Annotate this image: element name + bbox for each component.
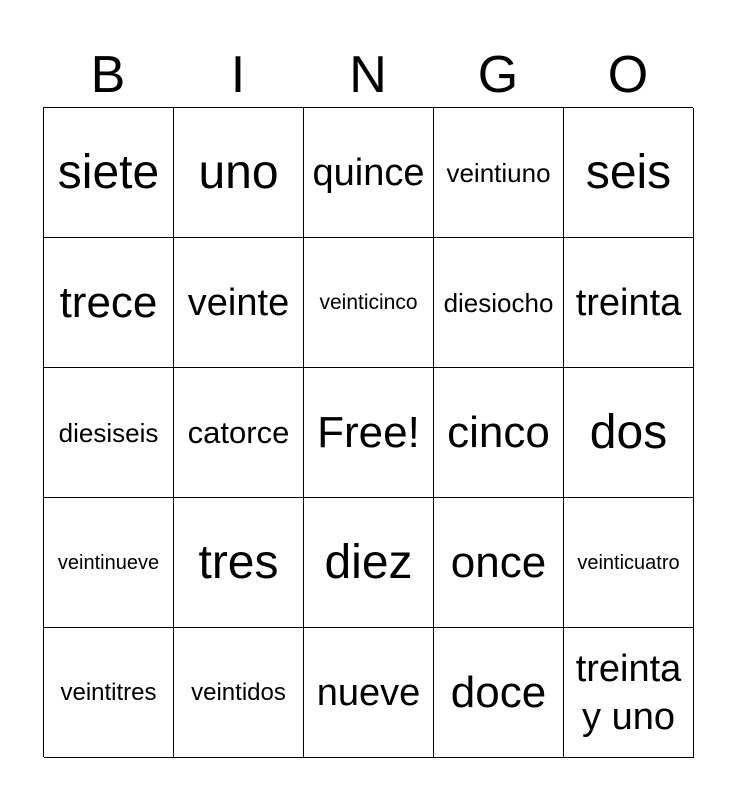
bingo-cell: [174, 238, 304, 368]
cell-word: tres: [198, 535, 279, 589]
bingo-cell: [44, 628, 174, 758]
bingo-cell: [564, 108, 694, 238]
bingo-cell: [174, 498, 304, 628]
bingo-cell: [44, 108, 174, 238]
cell-word: uno: [198, 145, 279, 199]
bingo-cell: [174, 108, 304, 238]
cell-word: treinta y uno: [575, 647, 682, 738]
cell-word: trece: [59, 277, 158, 327]
bingo-cell: [564, 498, 694, 628]
bingo-card-grid: [43, 107, 693, 757]
cell-word: once: [450, 537, 547, 587]
bingo-cell: [564, 238, 694, 368]
cell-word: doce: [450, 667, 547, 717]
bingo-cell: [564, 628, 694, 758]
header-letter-b: B: [90, 46, 126, 104]
bingo-cell: [304, 628, 434, 758]
cell-word: treinta: [575, 281, 682, 324]
cell-word: veintiuno: [446, 157, 551, 188]
bingo-cell: [564, 368, 694, 498]
cell-word: seis: [585, 145, 672, 199]
bingo-cell: [434, 238, 564, 368]
bingo-cell: [174, 628, 304, 758]
bingo-cell-free: [304, 368, 434, 498]
cell-word: dos: [589, 405, 668, 459]
bingo-cell: [174, 368, 304, 498]
bingo-cell: [304, 238, 434, 368]
bingo-cell: [44, 498, 174, 628]
bingo-cell: [304, 108, 434, 238]
bingo-cell: [434, 368, 564, 498]
header-letter-g: G: [477, 46, 519, 104]
cell-word: siete: [57, 145, 160, 199]
cell-word: nueve: [316, 671, 421, 714]
free-space-label: Free!: [317, 407, 420, 457]
cell-word: quince: [312, 151, 425, 194]
header-letter-i: I: [230, 46, 246, 104]
cell-word: catorce: [187, 414, 290, 450]
bingo-cell: [304, 498, 434, 628]
cell-word: veinticuatro: [577, 551, 680, 574]
cell-word: veintidos: [191, 678, 286, 706]
cell-word: cinco: [447, 407, 550, 457]
bingo-cell: [434, 628, 564, 758]
bingo-cell: [44, 368, 174, 498]
bingo-header: [43, 44, 693, 106]
header-letter-o: O: [607, 46, 649, 104]
bingo-cell: [434, 498, 564, 628]
cell-word: diez: [324, 535, 413, 589]
cell-word: veinte: [187, 281, 290, 324]
cell-word: veintinueve: [57, 551, 160, 574]
header-letter-n: N: [349, 46, 387, 104]
bingo-cell: [434, 108, 564, 238]
cell-word: diesiseis: [58, 417, 159, 448]
cell-word: diesiocho: [443, 287, 554, 318]
bingo-cell: [44, 238, 174, 368]
cell-word: veintitres: [60, 678, 157, 706]
cell-word: veinticinco: [319, 290, 418, 314]
